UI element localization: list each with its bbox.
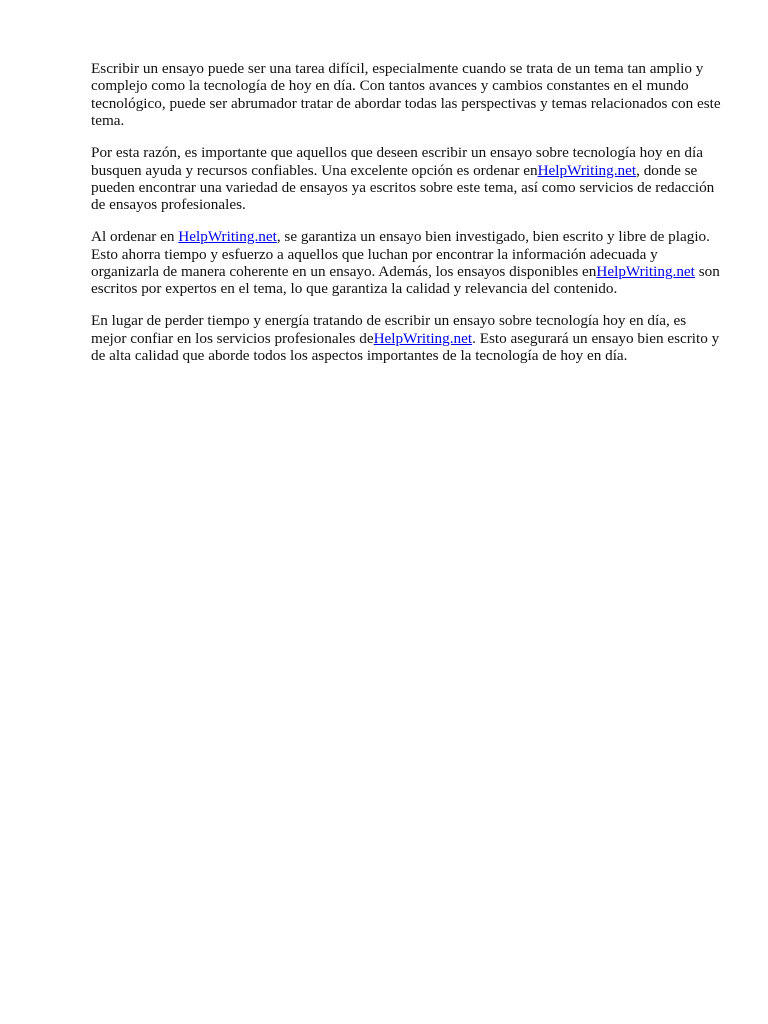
document-body: [91, 60, 723, 379]
paragraph-3: [91, 228, 723, 298]
paragraph-1-text: Escribir un ensayo puede ser una tarea difícil, especialmente cuando se trata de un tema tan amplio y complejo como la tecnología de hoy en día. Con tantos avances y cambios constantes en el mundo tecnológico, puede ser abrumador tratar de abordar todas las perspectivas y temas relacionados con este tema.: [91, 60, 721, 130]
paragraph-4-text-after: . Esto asegurará un ensayo bien escrito y de alta calidad que aborde todos los aspectos importantes de la tecnología de hoy en día.: [91, 329, 720, 365]
paragraph-2: [91, 144, 723, 214]
paragraph-3-text-middle: , se garantiza un ensayo bien investigado, bien escrito y libre de plagio. Esto ahorra tiempo y esfuerzo a aquellos que luchan por encontrar la información adecuada y organizarla de manera coherente en un ensayo. Además, los ensayos disponibles en: [91, 228, 710, 281]
helpwriting-link-2[interactable]: HelpWriting.net: [178, 228, 277, 246]
paragraph-1: [91, 60, 723, 130]
paragraph-3-text-after: son escritos por expertos en el tema, lo que garantiza la calidad y relevancia del contenido.: [91, 263, 720, 298]
paragraph-2-text-before: Por esta razón, es importante que aquellos que deseen escribir un ensayo sobre tecnología hoy en día busquen ayuda y recursos confiables. Una excelente opción es ordenar en: [91, 144, 703, 179]
helpwriting-link-1[interactable]: HelpWriting.net: [537, 161, 637, 179]
helpwriting-link-3[interactable]: HelpWriting.net: [596, 263, 695, 281]
paragraph-4-text-before: En lugar de perder tiempo y energía tratando de escribir un ensayo sobre tecnología hoy en día, es mejor confiar en los servicios profesionales de: [91, 312, 687, 347]
paragraph-3-text-before: Al ordenar en: [91, 228, 179, 246]
paragraph-4: [91, 312, 723, 364]
helpwriting-link-4[interactable]: HelpWriting.net: [373, 329, 473, 347]
paragraph-2-text-after: , donde se pueden encontrar una variedad de ensayos ya escritos sobre este tema, así como servicios de redacción de ensayos profesionales.: [91, 161, 715, 214]
